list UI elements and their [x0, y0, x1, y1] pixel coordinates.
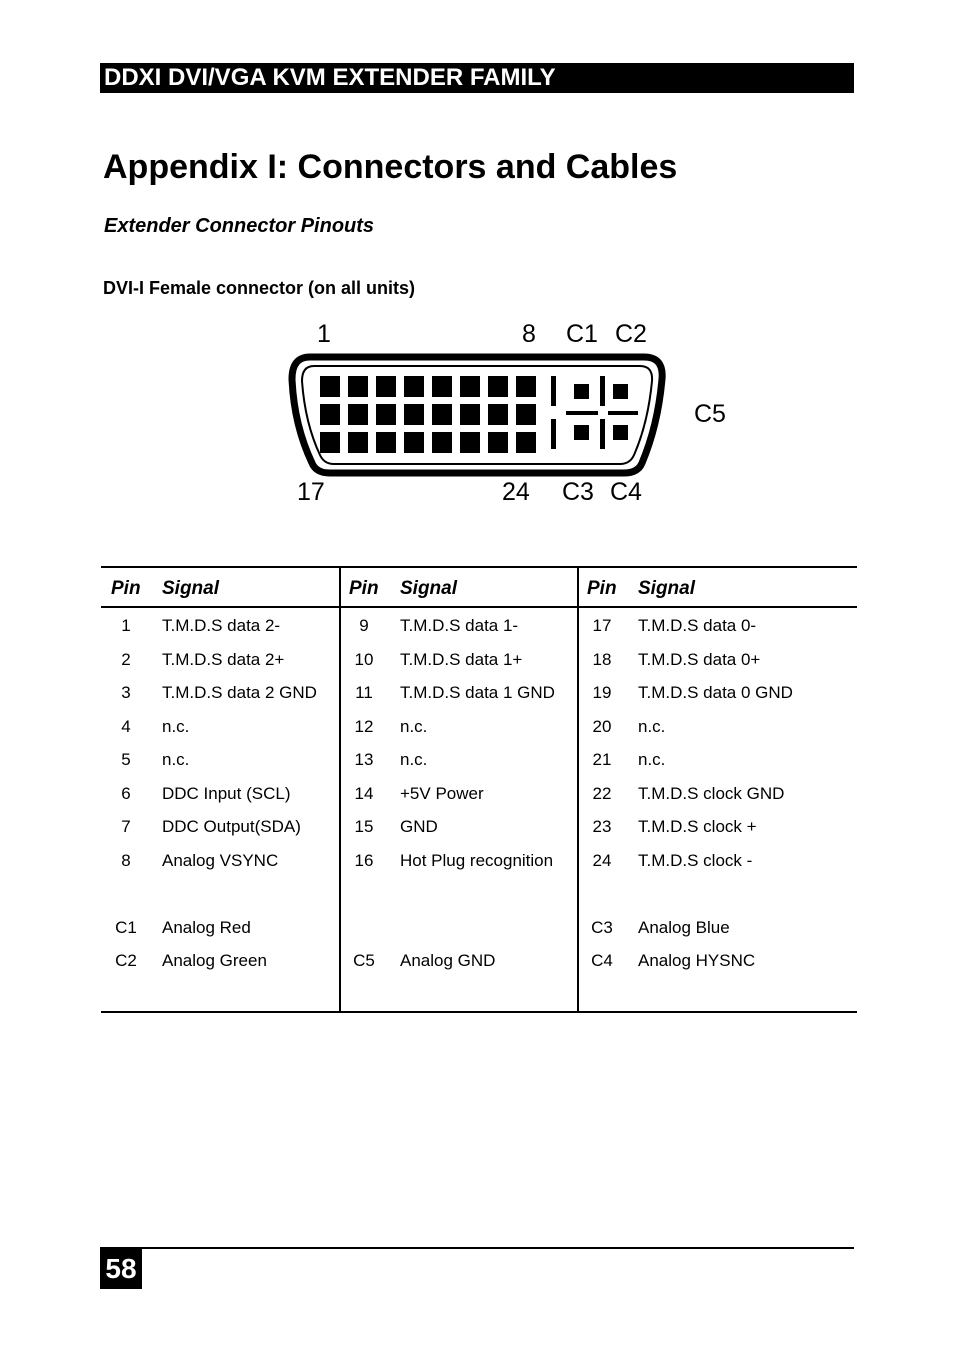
label-pin1: 1	[317, 320, 331, 348]
pin-signal: T.M.D.S data 0-	[638, 616, 757, 635]
digital-pin-12	[404, 404, 424, 425]
pin-signal: n.c.	[638, 750, 666, 769]
pin-number: 18	[592, 649, 612, 669]
pin-signal: +5V Power	[400, 783, 484, 803]
pin-number: 1	[121, 616, 131, 635]
dvi-connector-diagram	[280, 315, 760, 515]
pin-number: 12	[354, 716, 374, 736]
label-pin8: 8	[522, 320, 536, 348]
pin-signal: T.M.D.S data 2+	[162, 649, 285, 669]
digital-pin-21	[432, 432, 452, 453]
pin-signal: T.M.D.S data 2 GND	[162, 683, 317, 702]
digital-pin-17	[320, 432, 340, 453]
pin-number: C5	[353, 951, 375, 970]
pin-number: 22	[592, 783, 612, 803]
pin-signal: T.M.D.S data 1-	[400, 616, 519, 635]
pin-signal: T.M.D.S clock +	[638, 817, 757, 836]
pin-number: 16	[354, 850, 374, 870]
pin-number: 5	[121, 750, 131, 769]
pin-number: C2	[115, 951, 137, 970]
pin-signal: T.M.D.S data 0 GND	[638, 683, 793, 702]
header-divider	[101, 606, 857, 608]
digital-pin-18	[348, 432, 368, 453]
digital-pin-3	[376, 376, 396, 397]
pin-table	[101, 566, 857, 1013]
pin-signal: Analog VSYNC	[162, 850, 279, 870]
digital-pin-2	[348, 376, 368, 397]
label-c1: C1	[566, 320, 598, 348]
pin-number: 10	[354, 649, 374, 669]
analog-pin-c2	[613, 384, 628, 399]
pin-number: 23	[592, 817, 612, 836]
header-signal-1: Signal	[162, 578, 220, 599]
header-pin-3: Pin	[587, 578, 617, 599]
pin-number: 17	[592, 616, 612, 635]
digital-pin-5	[432, 376, 452, 397]
pin-signal: Analog Blue	[638, 917, 730, 937]
analog-pin-c1	[574, 384, 589, 399]
pin-number: 20	[592, 716, 612, 736]
pin-number: C4	[591, 951, 613, 970]
pin-number: 6	[121, 783, 131, 803]
digital-pin-24	[516, 432, 536, 453]
analog-pin-c3	[574, 425, 589, 440]
pin-number: 13	[354, 750, 374, 769]
page-title: Appendix I: Connectors and Cables	[103, 148, 678, 186]
analog-divider-mid-lower	[600, 419, 605, 449]
pin-signal: n.c.	[162, 750, 190, 769]
pin-number: 19	[592, 683, 612, 702]
digital-pin-23	[488, 432, 508, 453]
page-number: 58	[100, 1249, 142, 1289]
digital-pin-9	[320, 404, 340, 425]
digital-pin-19	[376, 432, 396, 453]
pin-number: 3	[121, 683, 131, 702]
digital-pin-1	[320, 376, 340, 397]
connector-title: DVI-I Female connector (on all units)	[103, 278, 416, 298]
header-pin-2: Pin	[349, 578, 379, 599]
pin-number: 2	[121, 649, 131, 669]
header-signal-3: Signal	[638, 578, 696, 599]
pin-signal: n.c.	[400, 716, 428, 736]
digital-pin-4	[404, 376, 424, 397]
pin-signal: n.c.	[162, 716, 190, 736]
footer-line	[100, 1247, 854, 1249]
label-pin17: 17	[297, 478, 325, 506]
pin-number: 11	[355, 683, 373, 702]
pin-signal: Hot Plug recognition	[400, 850, 554, 870]
pin-number: 24	[592, 850, 612, 870]
analog-divider-left-lower	[551, 419, 556, 449]
pin-number: 8	[121, 850, 131, 870]
pin-signal: DDC Output(SDA)	[162, 817, 301, 836]
pin-signal: Analog Red	[162, 917, 251, 937]
label-c3: C3	[562, 478, 594, 506]
pin-signal: Analog GND	[400, 951, 496, 970]
digital-pin-22	[460, 432, 480, 453]
label-c5: C5	[694, 400, 726, 428]
analog-divider-left	[551, 376, 556, 406]
pin-number: 15	[354, 817, 374, 836]
digital-pin-14	[460, 404, 480, 425]
pin-signal: T.M.D.S data 0+	[638, 649, 761, 669]
digital-pin-11	[376, 404, 396, 425]
digital-pin-13	[432, 404, 452, 425]
pin-number: 21	[592, 750, 612, 769]
header-pin-1: Pin	[111, 578, 141, 599]
pin-grid	[320, 376, 536, 453]
label-c2: C2	[615, 320, 647, 348]
label-c4: C4	[610, 478, 642, 506]
ground-blade-gap	[598, 410, 608, 416]
header-signal-2: Signal	[400, 578, 458, 599]
pin-number: 9	[359, 616, 369, 635]
header-title: DDXI DVI/VGA KVM EXTENDER FAMILY	[104, 64, 556, 91]
label-pin24: 24	[502, 478, 530, 506]
digital-pin-20	[404, 432, 424, 453]
digital-pin-15	[488, 404, 508, 425]
digital-pin-10	[348, 404, 368, 425]
analog-divider-mid	[600, 376, 605, 406]
pin-signal: T.M.D.S data 1 GND	[400, 683, 555, 702]
pin-number: 7	[121, 817, 131, 836]
digital-pin-16	[516, 404, 536, 425]
pin-signal: T.M.D.S data 1+	[400, 649, 523, 669]
section-title: Extender Connector Pinouts	[104, 215, 375, 237]
digital-pin-6	[460, 376, 480, 397]
pin-signal: GND	[400, 817, 438, 836]
pin-number: C3	[591, 917, 613, 937]
header-bar	[100, 63, 854, 93]
pin-number: 14	[354, 783, 374, 803]
pin-signal: DDC Input (SCL)	[162, 783, 291, 803]
digital-pin-7	[488, 376, 508, 397]
pin-number: 4	[121, 716, 131, 736]
analog-pin-c4	[613, 425, 628, 440]
pin-signal: Analog Green	[162, 951, 267, 970]
pin-signal: T.M.D.S clock GND	[638, 783, 785, 803]
pin-signal: T.M.D.S clock -	[638, 850, 753, 870]
digital-pin-8	[516, 376, 536, 397]
pin-signal: n.c.	[638, 716, 666, 736]
pin-signal: n.c.	[400, 750, 428, 769]
pin-number: C1	[115, 917, 137, 937]
pin-signal: Analog HYSNC	[638, 951, 756, 970]
pin-signal: T.M.D.S data 2-	[162, 616, 281, 635]
